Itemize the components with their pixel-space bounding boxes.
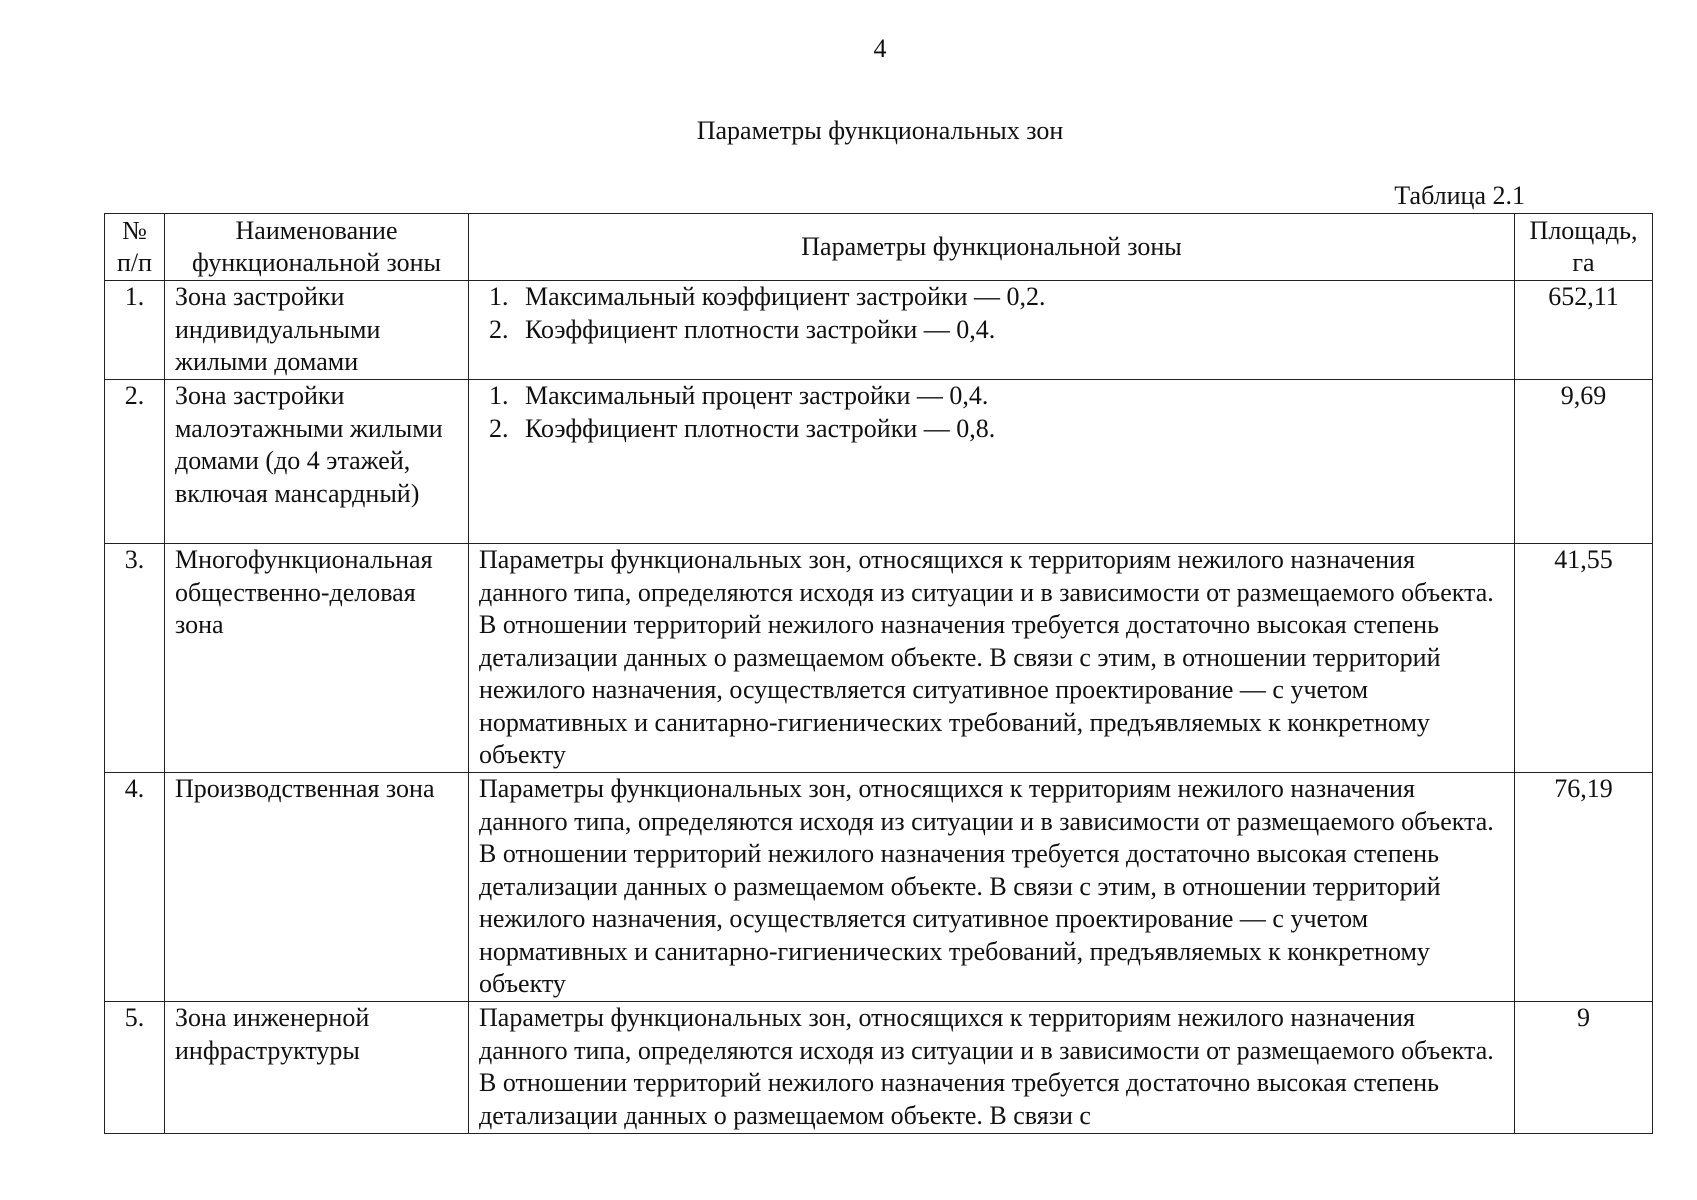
list-item (489, 314, 1504, 347)
zone-name: Зона застройки малоэтажными жилыми домами (до 4 этажей, включая мансардный) (165, 380, 469, 544)
zone-area: 41,55 (1515, 544, 1653, 773)
list-item (489, 281, 1504, 314)
zone-name: Производственная зона (165, 773, 469, 1002)
header-area: Площадь, га (1515, 214, 1653, 281)
zone-name: Многофункциональная общественно-деловая зона (165, 544, 469, 773)
list-item-text: Коэффициент плотности застройки — 0,4. (525, 314, 996, 344)
header-num: № п/п (105, 214, 165, 281)
list-item-text: Коэффициент плотности застройки — 0,8. (525, 413, 996, 443)
table-row (105, 380, 1653, 544)
row-num: 2. (105, 380, 165, 544)
zone-params: Параметры функциональных зон, относящихся к территориям нежилого назначения данного типа, определяются исходя из ситуации и в зависимости от размещаемого объекта. В отношении территорий нежилого назначения требуется достаточно высокая степень детализации данных о размещаемом объекте. В связи с этим, в отношении территорий нежилого назначения, осуществляется ситуативное проектирование — с учетом нормативных и санитарно-гигиенических требований, предъявляемых к конкретному объекту (469, 544, 1515, 773)
zone-params (469, 1002, 1515, 1134)
header-name: Наименование функциональной зоны (165, 214, 469, 281)
zone-area: 652,11 (1515, 281, 1653, 380)
list-item (489, 380, 1504, 413)
zone-params-text: Параметры функциональных зон, относящихся к территориям нежилого назначения данного типа, определяются исходя из ситуации и в зависимости от размещаемого объекта. В отношении территорий нежилого назначения требуется достаточно высокая степень детализации данных о размещаемом объекте. В связи с (479, 1003, 1494, 1130)
param-list (479, 380, 1504, 445)
header-params: Параметры функциональной зоны (469, 214, 1515, 281)
table-row (105, 281, 1653, 380)
zone-area: 76,19 (1515, 773, 1653, 1002)
zone-name: Зона застройки индивидуальными жилыми домами (165, 281, 469, 380)
zone-params (469, 380, 1515, 544)
functional-zones-table (104, 213, 1653, 1134)
table-row (105, 773, 1653, 1002)
zone-name: Зона инженерной инфраструктуры (165, 1002, 469, 1134)
table-row (105, 544, 1653, 773)
list-item-number: 2. (489, 413, 509, 443)
zone-params (469, 281, 1515, 380)
table-caption: Таблица 2.1 (1394, 181, 1525, 210)
table-header-row (105, 214, 1653, 281)
row-num: 5. (105, 1002, 165, 1134)
list-item (489, 413, 1504, 446)
zone-params: Параметры функциональных зон, относящихся к территориям нежилого назначения данного типа, определяются исходя из ситуации и в зависимости от размещаемого объекта. В отношении территорий нежилого назначения требуется достаточно высокая степень детализации данных о размещаемом объекте. В связи с этим, в отношении территорий нежилого назначения, осуществляется ситуативное проектирование — с учетом нормативных и санитарно-гигиенических требований, предъявляемых к конкретному объекту (469, 773, 1515, 1002)
list-item-number: 1. (489, 282, 509, 311)
param-list (479, 281, 1504, 346)
list-item-text: Максимальный коэффициент застройки — 0,2. (525, 282, 1046, 311)
row-num: 4. (105, 773, 165, 1002)
table-row (105, 1002, 1653, 1134)
row-num: 3. (105, 544, 165, 773)
list-item-text: Максимальный процент застройки — 0,4. (525, 381, 989, 410)
row-num: 1. (105, 281, 165, 380)
page-title: Параметры функциональных зон (696, 116, 1064, 145)
zone-area: 9,69 (1515, 380, 1653, 544)
list-item-number: 1. (489, 381, 509, 410)
page-number: 4 (873, 34, 887, 63)
list-item-number: 2. (489, 314, 509, 344)
zone-area: 9 (1515, 1002, 1653, 1134)
